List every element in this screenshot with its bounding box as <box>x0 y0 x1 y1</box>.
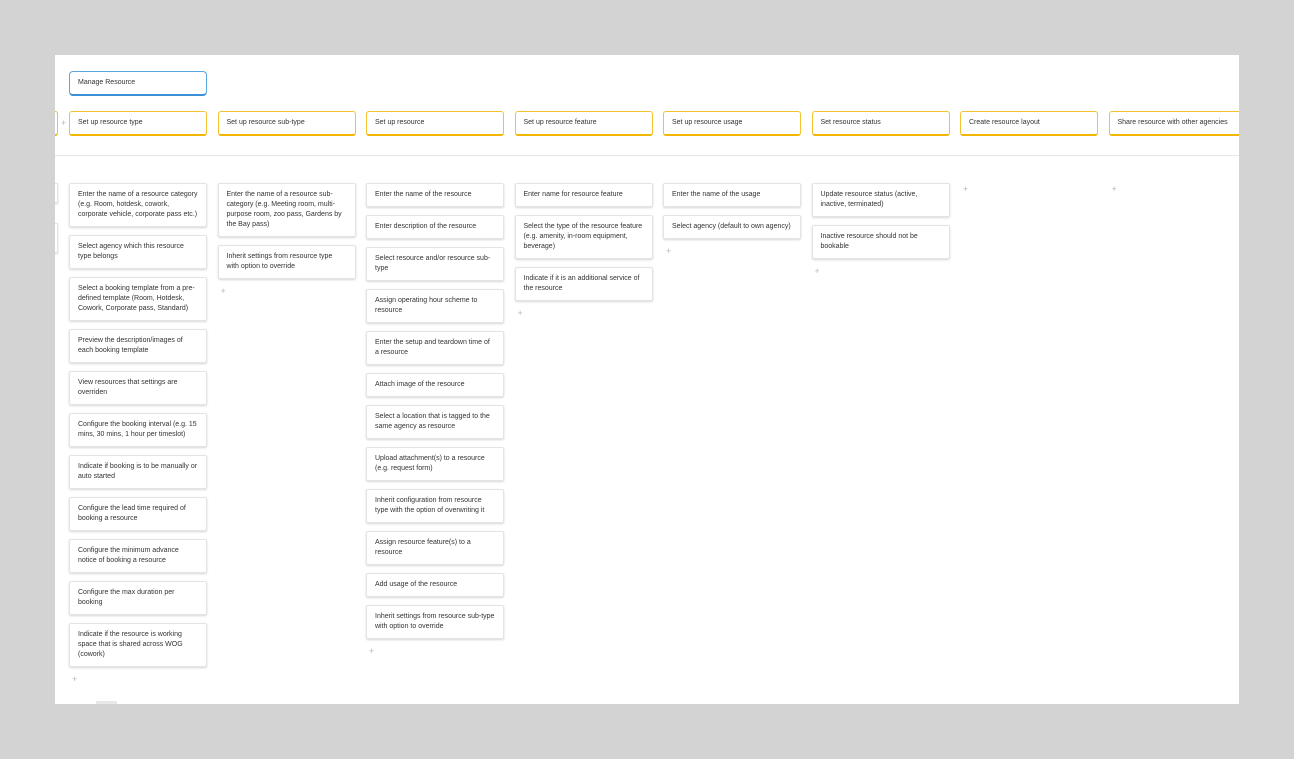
feature-card[interactable] <box>663 111 801 136</box>
add-story-icon[interactable]: + <box>666 246 672 256</box>
story-column <box>663 183 801 256</box>
story-column <box>218 183 356 296</box>
story-card[interactable]: Configure the booking interval (e.g. 15 mins, 30 mins, 1 hour per timeslot) <box>69 413 207 447</box>
feature-label: Set up resource <box>375 119 425 126</box>
feature-card-offscreen[interactable] <box>55 111 58 136</box>
story-column <box>69 183 207 684</box>
story-column <box>1109 183 1240 194</box>
add-story-icon[interactable]: + <box>814 266 820 276</box>
story-card[interactable]: Inherit settings from resource type with option to override <box>218 245 356 279</box>
story-card[interactable]: Select resource and/or resource sub-type <box>366 247 504 281</box>
add-feature-icon[interactable]: + <box>61 118 67 128</box>
story-card[interactable]: Enter the name of the usage <box>663 183 801 207</box>
story-card[interactable]: Enter description of the resource <box>366 215 504 239</box>
feature-card[interactable] <box>515 111 653 136</box>
feature-card[interactable] <box>960 111 1098 136</box>
feature-card[interactable] <box>366 111 504 136</box>
story-card[interactable]: Select agency which this resource type belongs <box>69 235 207 269</box>
story-card[interactable]: Enter name for resource feature <box>515 183 653 207</box>
story-column <box>960 183 1098 194</box>
story-card[interactable]: Inherit settings from resource sub-type with option to override <box>366 605 504 639</box>
feature-label: Set up resource type <box>78 119 143 126</box>
feature-card[interactable] <box>812 111 950 136</box>
feature-card[interactable] <box>1109 111 1240 136</box>
story-card[interactable]: Configure the max duration per booking <box>69 581 207 615</box>
story-card[interactable]: Select a booking template from a pre-defined template (Room, Hotdesk, Cowork, Corporate pass, Standard) <box>69 277 207 321</box>
story-card[interactable]: Update resource status (active, inactive, terminated) <box>812 183 950 217</box>
story-card[interactable]: View resources that settings are overriden <box>69 371 207 405</box>
story-card[interactable]: Upload attachment(s) to a resource (e.g. request form) <box>366 447 504 481</box>
story-card[interactable]: Inherit configuration from resource type with the option of overwriting it <box>366 489 504 523</box>
add-story-icon[interactable]: + <box>963 184 969 194</box>
feature-card[interactable] <box>218 111 356 136</box>
feature-label: Set up resource usage <box>672 119 743 126</box>
story-card[interactable]: Assign operating hour scheme to resource <box>366 289 504 323</box>
story-card[interactable]: Inactive resource should not be bookable <box>812 225 950 259</box>
feature-label: Set up resource sub-type <box>226 119 305 126</box>
story-column <box>515 183 653 318</box>
add-story-icon[interactable]: + <box>369 646 375 656</box>
feature-label: Set resource status <box>820 119 881 126</box>
add-story-icon[interactable]: + <box>517 308 523 318</box>
add-story-icon[interactable]: + <box>220 286 226 296</box>
story-card[interactable]: Attach image of the resource <box>366 373 504 397</box>
story-card[interactable]: Assign resource feature(s) to a resource <box>366 531 504 565</box>
offscreen-story-card[interactable] <box>55 223 58 253</box>
story-column <box>812 183 950 276</box>
row-divider <box>55 155 1239 156</box>
add-story-icon[interactable]: + <box>1111 184 1117 194</box>
epic-card-manage-resource[interactable] <box>69 71 207 96</box>
story-card[interactable]: Preview the description/images of each booking template <box>69 329 207 363</box>
offscreen-story-card[interactable] <box>55 183 58 203</box>
story-card[interactable]: Enter the name of a resource sub-category (e.g. Meeting room, multi-purpose room, zoo pass, Gardens by the Bay pass) <box>218 183 356 237</box>
story-card[interactable]: Select agency (default to own agency) <box>663 215 801 239</box>
story-column <box>366 183 504 656</box>
epic-label: Manage Resource <box>78 79 136 86</box>
story-card[interactable]: Indicate if the resource is working space that is shared across WOG (cowork) <box>69 623 207 667</box>
story-card[interactable]: Configure the lead time required of booking a resource <box>69 497 207 531</box>
feature-label: Set up resource feature <box>523 119 597 126</box>
feature-label: Share resource with other agencies <box>1117 119 1228 126</box>
story-card[interactable]: Enter the name of a resource category (e.g. Room, hotdesk, cowork, corporate vehicle, corporate pass etc.) <box>69 183 207 227</box>
horizontal-scrollbar[interactable] <box>96 701 117 704</box>
story-card[interactable]: Indicate if booking is to be manually or auto started <box>69 455 207 489</box>
feature-label: Create resource layout <box>969 119 1040 126</box>
story-card[interactable]: Indicate if it is an additional service of the resource <box>515 267 653 301</box>
story-card[interactable]: Select the type of the resource feature (e.g. amenity, in-room equipment, beverage) <box>515 215 653 259</box>
add-story-icon[interactable]: + <box>72 674 78 684</box>
feature-card[interactable] <box>69 111 207 136</box>
story-card[interactable]: Enter the name of the resource <box>366 183 504 207</box>
story-card[interactable]: Enter the setup and teardown time of a resource <box>366 331 504 365</box>
story-card[interactable]: Add usage of the resource <box>366 573 504 597</box>
story-card[interactable]: Configure the minimum advance notice of booking a resource <box>69 539 207 573</box>
story-map-board <box>55 55 1239 704</box>
story-card[interactable]: Select a location that is tagged to the same agency as resource <box>366 405 504 439</box>
